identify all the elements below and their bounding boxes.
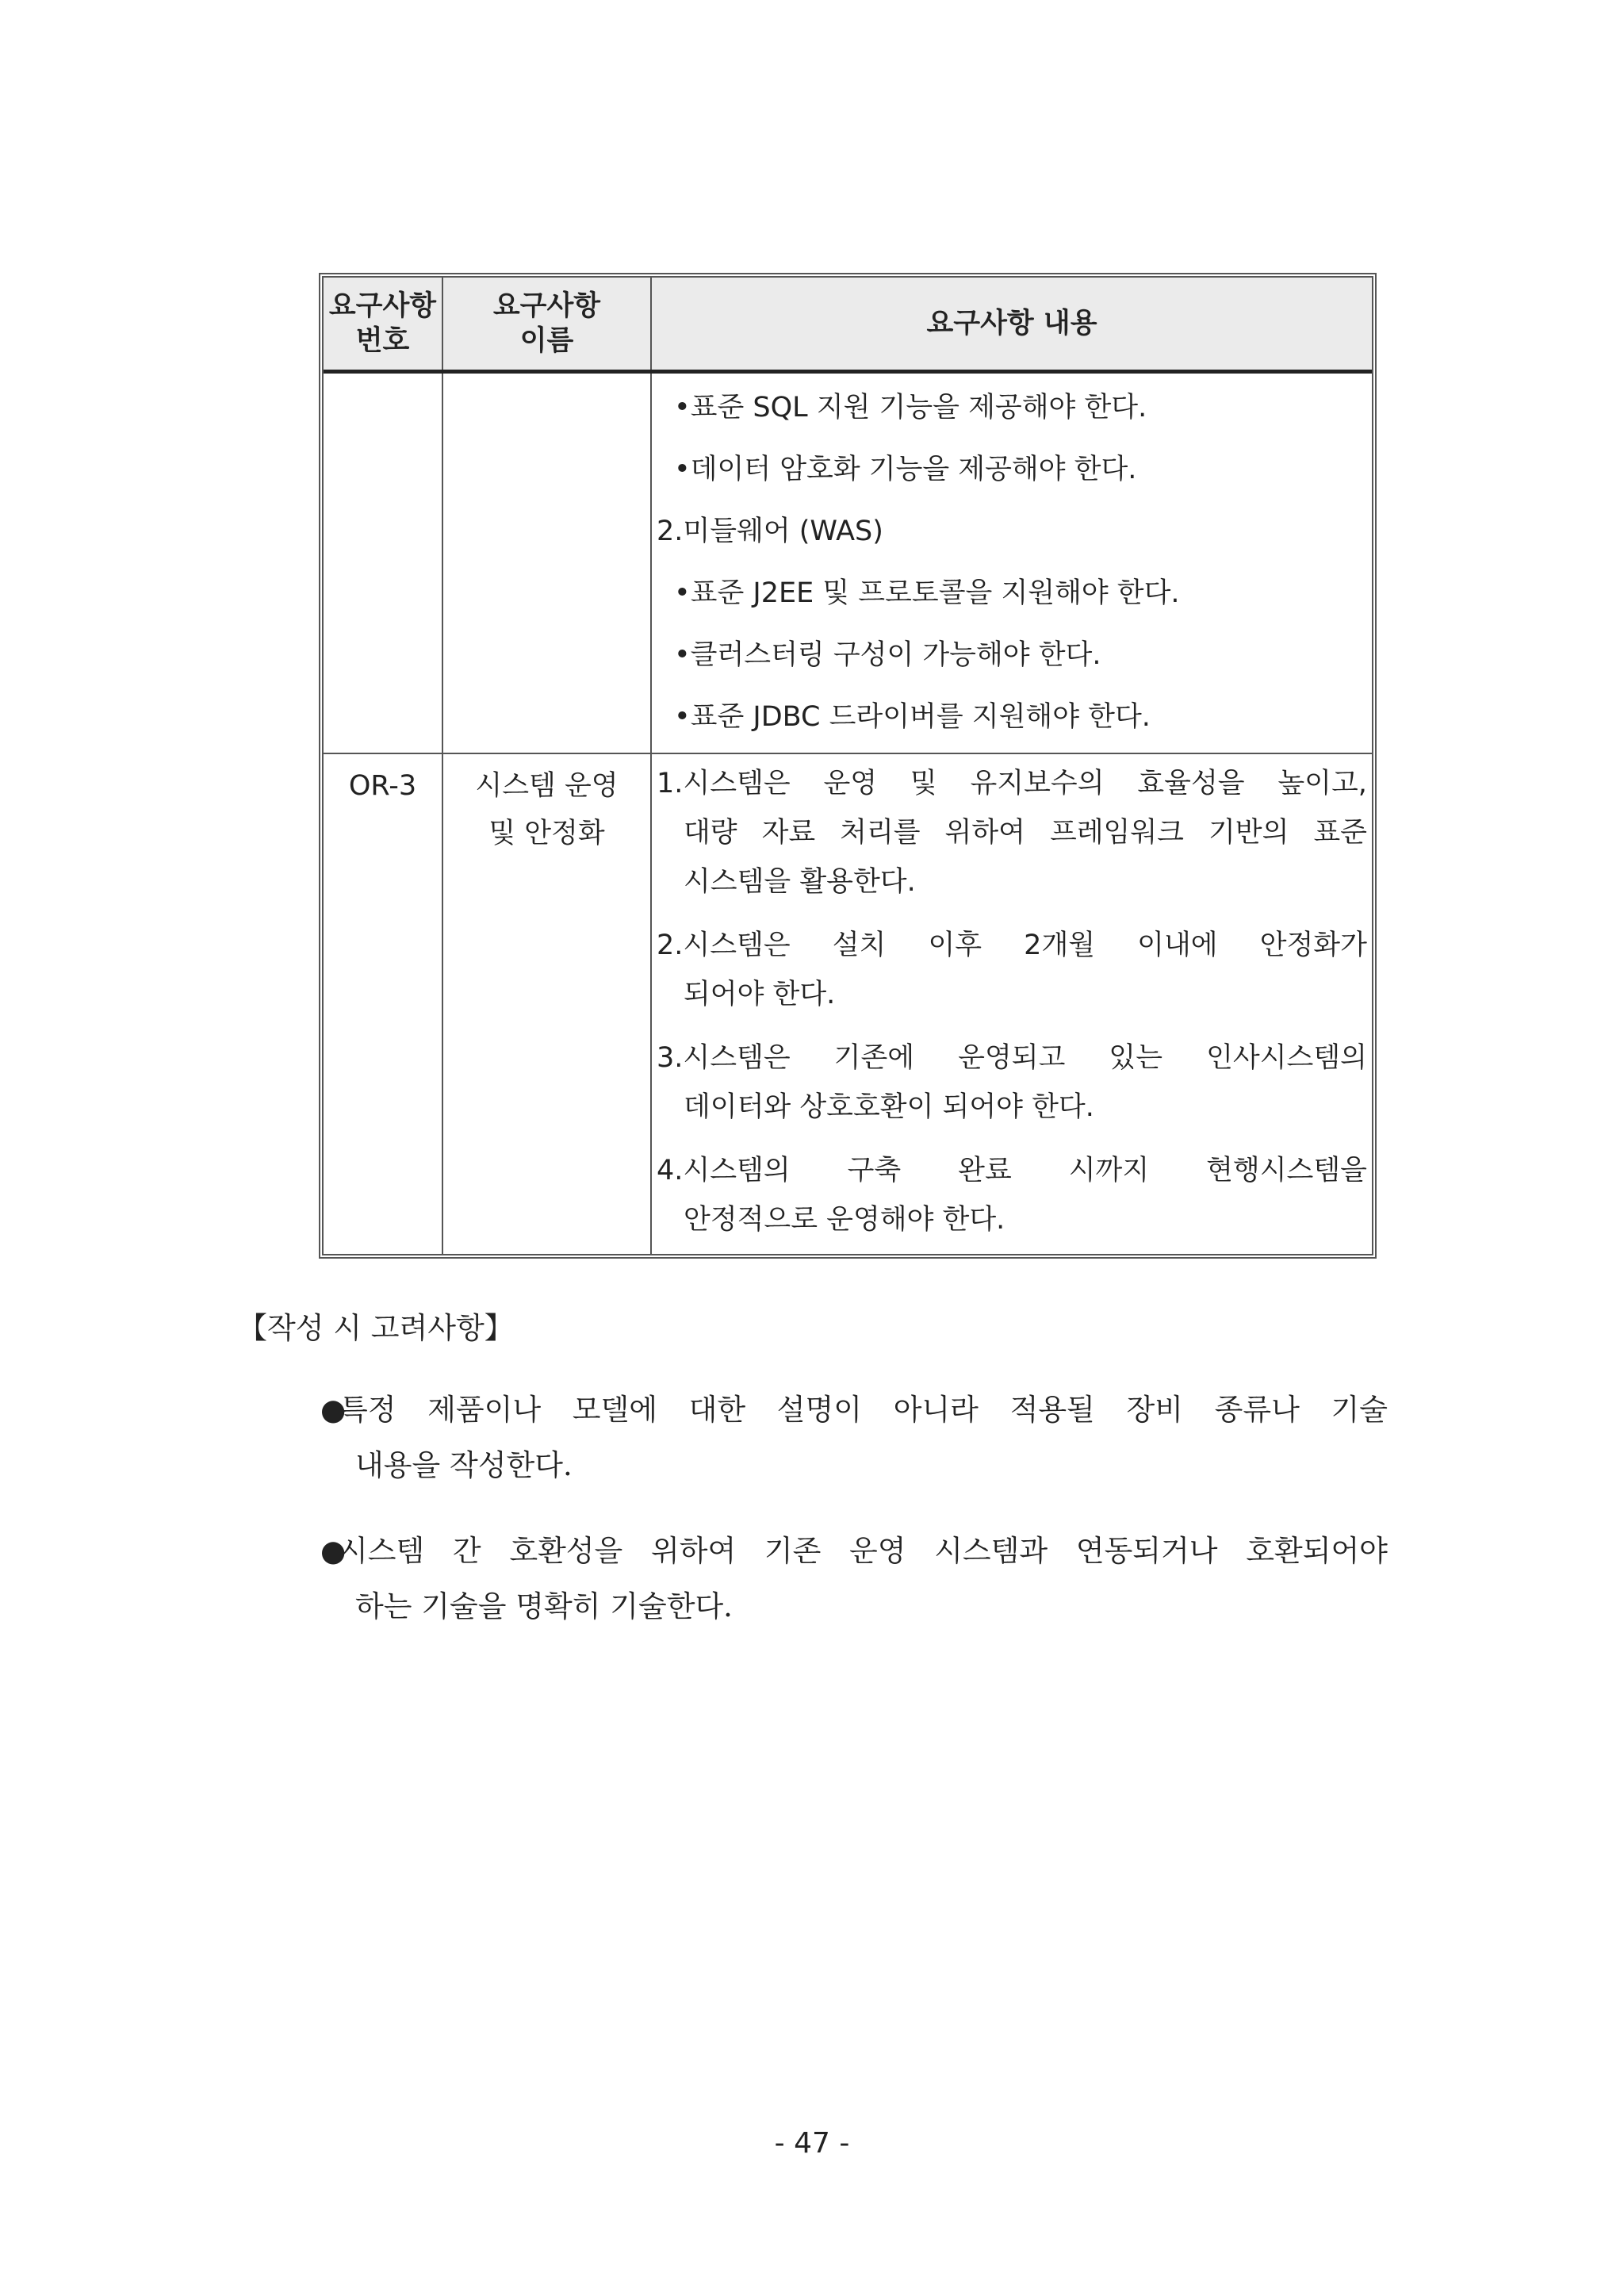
bullet-icon: ●	[320, 1534, 347, 1568]
header-name-line2: 이름	[519, 325, 574, 357]
word: 인사시스템의	[1206, 1042, 1367, 1074]
requirements-table	[319, 273, 1377, 1259]
consideration-item-1	[238, 1382, 1388, 1493]
header-name-line1: 요구사항	[492, 290, 601, 322]
word: 종류나	[1214, 1393, 1300, 1427]
content-line: •데이터 암호화 기능을 제공해야 한다.	[674, 454, 1137, 485]
bullet-icon: ●	[320, 1393, 347, 1427]
cell-name-empty	[442, 372, 651, 754]
header-requirement-content: 요구사항 내용	[651, 278, 1372, 372]
word: 효율성을	[1137, 768, 1245, 799]
consideration-item-2	[238, 1524, 1388, 1635]
numbered-item-3	[652, 1029, 1372, 1141]
consideration-line: 하는 기술을 명확히 기술한다.	[355, 1589, 733, 1623]
consideration-line	[238, 1524, 1388, 1579]
word: 연동되거나	[1075, 1534, 1218, 1568]
word: 기반의	[1208, 817, 1289, 849]
name-line2: 및 안정화	[488, 818, 605, 849]
word: 및	[910, 768, 937, 799]
word: 제품이나	[427, 1393, 542, 1427]
word: 있는	[1109, 1042, 1163, 1074]
word: 자료	[761, 817, 816, 849]
word: 현행시스템을	[1206, 1155, 1367, 1186]
word: 시스템과	[934, 1534, 1048, 1568]
numbered-item-1	[652, 754, 1372, 916]
header-requirement-name	[442, 278, 651, 372]
content-line: 2.미들웨어 (WAS)	[657, 516, 883, 547]
name-line1: 시스템 운영	[475, 770, 619, 802]
word: 기존에	[833, 1042, 915, 1074]
header-requirement-id	[324, 278, 442, 372]
content-line: •클러스터링 구성이 가능해야 한다.	[674, 639, 1101, 671]
word: 위하여	[650, 1534, 737, 1568]
word: 2개월	[1024, 930, 1096, 961]
item-line	[657, 921, 1367, 970]
word: 설치	[832, 930, 887, 961]
word: 1.시스템은	[657, 768, 791, 799]
considerations-section	[238, 1305, 1388, 1635]
word: 표준	[1313, 817, 1367, 849]
word: 모델에	[572, 1393, 657, 1427]
consideration-words	[339, 1524, 1388, 1579]
word: 안정화가	[1259, 930, 1367, 961]
word: 아니라	[893, 1393, 979, 1427]
word: 기존	[764, 1534, 822, 1568]
item-line: 안정적으로 운영해야 한다.	[684, 1204, 1005, 1236]
cell-requirement-id: OR-3	[324, 753, 442, 1254]
cell-content-continued	[651, 372, 1372, 754]
word: 설명이	[776, 1393, 863, 1427]
cell-requirement-name	[442, 753, 651, 1254]
item-line	[657, 759, 1367, 808]
considerations-title: 【작성 시 고려사항】	[238, 1311, 514, 1345]
table-row-or3	[324, 753, 1372, 1254]
word: 운영되고	[958, 1042, 1066, 1074]
word: 장비	[1126, 1393, 1183, 1427]
table-row-continued	[324, 372, 1372, 754]
page-number: - 47 -	[774, 2127, 850, 2160]
consideration-line	[238, 1382, 1388, 1438]
word: 시까지	[1068, 1155, 1150, 1186]
item-line	[657, 1146, 1367, 1195]
word: 특정	[339, 1393, 396, 1427]
word: 이내에	[1137, 930, 1218, 961]
consideration-line: 내용을 작성한다.	[355, 1448, 573, 1482]
content-line: •표준 JDBC 드라이버를 지원해야 한다.	[674, 701, 1151, 733]
content-line: •표준 J2EE 및 프로토콜을 지원해야 한다.	[674, 577, 1180, 609]
word: 처리를	[840, 817, 921, 849]
word: 대한	[688, 1393, 746, 1427]
word: 구축	[847, 1155, 902, 1186]
word: 유지보수의	[970, 768, 1105, 799]
word: 운영	[849, 1534, 906, 1568]
cell-requirement-content	[651, 753, 1372, 1254]
item-line: 되어야 한다.	[684, 979, 836, 1010]
cell-id-empty	[324, 372, 442, 754]
content-line: •표준 SQL 지원 기능을 제공해야 한다.	[674, 392, 1147, 424]
word: 위하여	[944, 817, 1025, 849]
word: 4.시스템의	[657, 1155, 791, 1186]
item-line: 데이터와 상호호환이 되어야 한다.	[684, 1091, 1094, 1123]
word: 2.시스템은	[657, 930, 791, 961]
word: 3.시스템은	[657, 1042, 791, 1074]
header-id-line2: 번호	[355, 325, 410, 357]
table-header-row	[324, 278, 1372, 372]
word: 호환성을	[509, 1534, 623, 1568]
numbered-item-2	[652, 916, 1372, 1029]
item-line: 시스템을 활용한다.	[684, 866, 916, 898]
item-line	[657, 808, 1367, 857]
word: 대량	[684, 817, 737, 849]
word: 기술	[1331, 1393, 1388, 1427]
item-line	[657, 1033, 1367, 1083]
word: 완료	[958, 1155, 1012, 1186]
word: 프레임워크	[1049, 817, 1184, 849]
numbered-item-4	[652, 1141, 1372, 1254]
consideration-words	[339, 1382, 1388, 1438]
word: 높이고,	[1277, 768, 1367, 799]
word: 운영	[823, 768, 878, 799]
header-id-line1: 요구사항	[328, 290, 437, 322]
word: 시스템	[339, 1534, 425, 1568]
word: 적용될	[1009, 1393, 1095, 1427]
word: 이후	[928, 930, 982, 961]
word: 호환되어야	[1246, 1534, 1388, 1568]
word: 간	[452, 1534, 481, 1568]
